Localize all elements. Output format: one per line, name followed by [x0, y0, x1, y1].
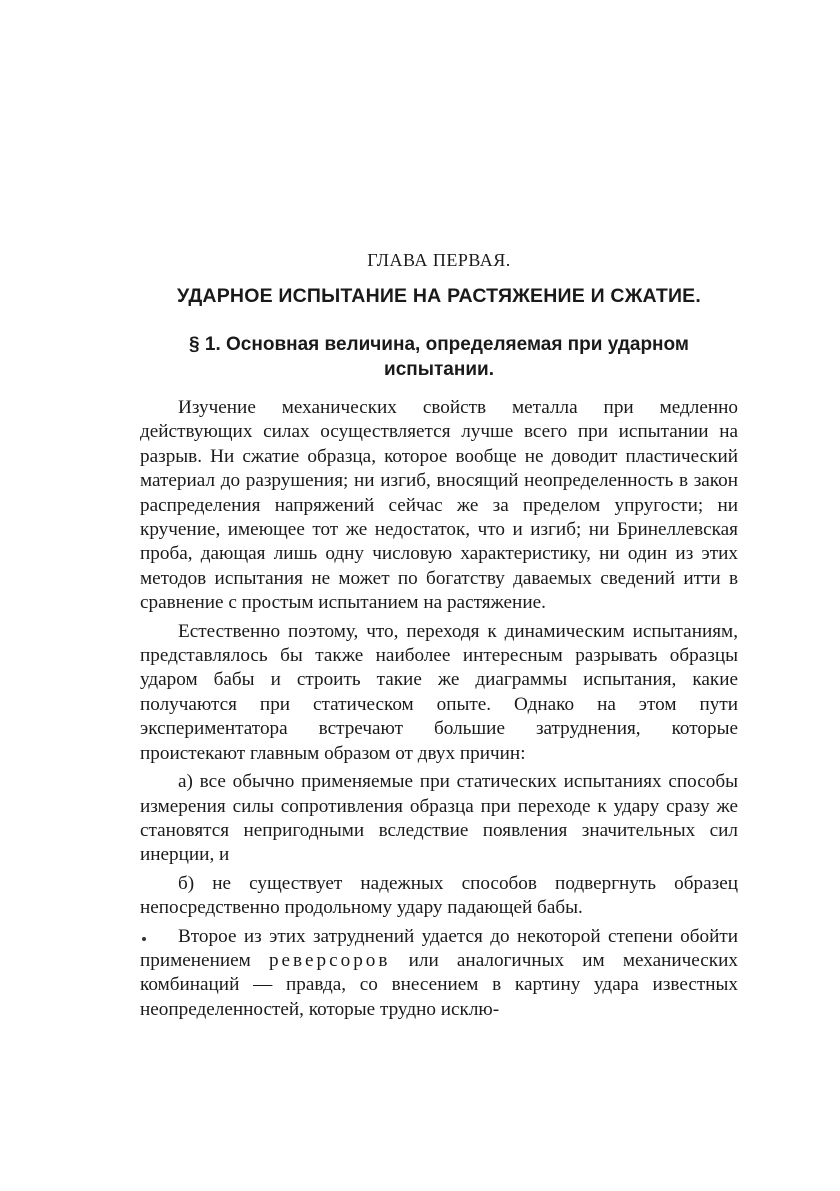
- chapter-title: УДАРНОЕ ИСПЫТАНИЕ НА РАСТЯЖЕНИЕ И СЖАТИЕ.: [177, 285, 701, 307]
- page-content: [140, 250, 738, 1026]
- list-item-a: а) все обычно применяемые при статических испытаниях способы измерения силы сопротивления образца при переходе к удару сразу же становятся непригодными вследствие появления значительных сил инерции, и: [140, 771, 738, 866]
- chapter-label: ГЛАВА ПЕРВАЯ.: [367, 250, 511, 270]
- section-title: § 1. Основная величина, определяемая при ударном испытании.: [189, 334, 689, 380]
- paragraph-last: [140, 925, 738, 1023]
- paragraph-last-start: Второе из этих затруднений удается до некоторой степени обойти применением: [140, 925, 738, 971]
- scan-speck: [142, 937, 146, 941]
- paragraph-1: Изучение механических свойств металла при медленно действующих силах осуществляется лучше всего при испытании на разрыв. Ни сжатие образца, которое вообще не доводит пластический материал до разрушения; ни изгиб, вносящий неопределенность в закон распределения напряжений сейчас же за пределом упругости; ни кручение, имеющее тот же недостаток, что и изгиб; ни Бринеллевская проба, дающая лишь одну числовую характеристику, ни один из этих методов испытания не может по богатству даваемых сведений итти в сравнение с простым испытанием на растяжение.: [140, 397, 738, 614]
- paragraph-last-end: или аналогичных им механических комбинаций — правда, со внесением в картину удара известных неопределенностей, которые трудно исклю-: [140, 949, 738, 1020]
- paragraph-2: Естественно поэтому, что, переходя к динамическим испытаниям, представлялось бы также наиболее интересным разрывать образцы ударом бабы и строить такие же диаграммы испытания, какие получаются при статическом опыте. Однако на этом пути экспериментатора встречают большие затруднения, которые проистекают главным образом от двух причин:: [140, 620, 738, 764]
- emphasized-term: реверсоров: [268, 949, 391, 971]
- list-item-b: б) не существует надежных способов подвергнуть образец непосредственно продольному удару падающей бабы.: [140, 872, 738, 919]
